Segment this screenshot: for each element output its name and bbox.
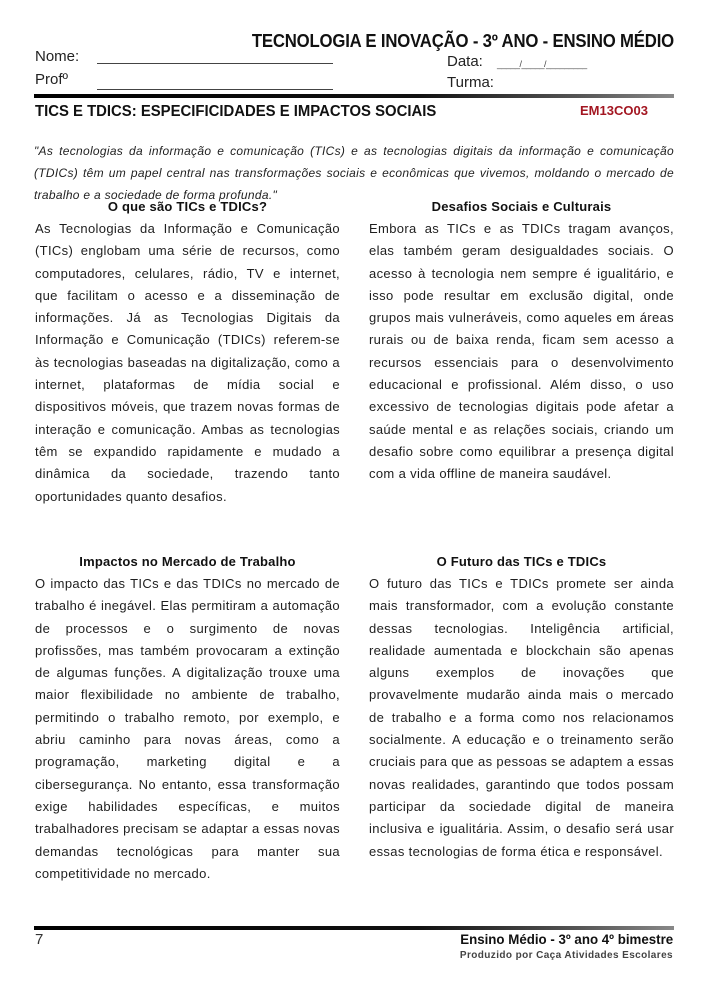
- grade-level-label: Ensino Médio - 3º ano 4º bimestre: [460, 931, 673, 947]
- name-label: Nome:: [35, 48, 80, 65]
- page-number: 7: [35, 931, 44, 948]
- section-body: O futuro das TICs e TDICs promete ser ainda mais transformador, com a evolução constante dessas tecnologias. Inteligência artificial, realidade aumentada e blockchain são apenas alguns exemplos de inovações que provavelmente mudarão ainda mais o mercado de trabalho e a forma como nos relacionamos socialmente. A educação e o treinamento serão cruciais para que as pessoas se adaptem a essas novas realidades, garantindo que todos possam participar da sociedade digital de maneira inclusiva e igualitária. Assim, o desafio será usar essas tecnologias de forma ética e responsável.: [369, 576, 674, 859]
- section-body: As Tecnologias da Informação e Comunicação (TICs) englobam uma série de recursos, como computadores, celulares, rádio, TV e internet, que facilitam o acesso e a disseminação de informações. Já as Tecnologias Digitais da Informação e Comunicação (TDICs) referem-se às tecnologias baseadas na digitalização, como a internet, plataformas de mídia social e dispositivos móveis, que trazem novas formas de interação e comunicação. Ambas as tecnologias têm se expandido rapidamente e mudado a dinâmica da sociedade, trazendo tanto oportunidades quanto desafios.: [35, 221, 340, 504]
- section-heading: O Futuro das TICs e TDICs: [436, 554, 607, 569]
- footer-divider: [34, 926, 674, 930]
- class-label: Turma:: [447, 74, 494, 91]
- date-field[interactable]: _____/_____/_________: [497, 59, 587, 69]
- section-future-of-tics: [369, 551, 674, 863]
- skill-code-badge: EM13CO03: [580, 103, 648, 118]
- section-body: Embora as TICs e as TDICs tragam avanços, elas também geram desigualdades sociais. O acesso à tecnologia nem sempre é igualitário, e isso pode resultar em exclusão digital, onde grupos mais vulneráveis, como aqueles em áreas rurais ou de baixa renda, ficam sem acesso a recursos essenciais para o desenvolvimento educacional e profissional. Além disso, o uso excessivo de tecnologias digitais pode afetar a saúde mental e as relações sociais, criando um desafio sobre como equilibrar a presença digital com a vida offline de maneira saudável.: [369, 221, 674, 482]
- teacher-label: Profº: [35, 71, 68, 88]
- intro-quote: "As tecnologias da informação e comunicação (TICs) e as tecnologias digitais da informação e comunicação (TDICs) têm um papel central nas transformações sociais e econômicas que vivemos, moldando o mercado de trabalho e a sociedade de forma profunda.": [34, 144, 674, 202]
- name-field[interactable]: [97, 63, 333, 64]
- section-job-market-impacts: [35, 551, 340, 885]
- section-heading: O que são TICs e TDICs?: [107, 199, 268, 214]
- section-what-are-tics: [35, 196, 340, 508]
- worksheet-title: TECNOLOGIA E INOVAÇÃO - 3º ANO - ENSINO MÉDIO: [251, 31, 674, 51]
- section-heading: Impactos no Mercado de Trabalho: [79, 554, 296, 569]
- teacher-field[interactable]: [97, 89, 333, 90]
- section-body: O impacto das TICs e das TDICs no mercado de trabalho é inegável. Elas permitiram a automação de processos e o surgimento de novas profissões, mas também provocaram a extinção de algumas funções. A digitalização trouxe uma maior flexibilidade no ambiente de trabalho, permitindo o trabalho remoto, por exemplo, e abriu caminho para novas áreas, como a programação, marketing digital e a cibersegurança. No entanto, essa transformação exige habilidades específicas, e muitos trabalhadores precisam se adaptar a essas novas demandas tecnológicas para manter sua competitividade no mercado.: [35, 576, 340, 881]
- section-social-cultural-challenges: [369, 196, 674, 486]
- header-divider: [34, 94, 674, 98]
- document-title: TICS E TDICS: ESPECIFICIDADES E IMPACTOS SOCIAIS: [35, 103, 437, 120]
- date-label: Data:: [447, 53, 483, 70]
- credit-text: Produzido por Caça Atividades Escolares: [459, 950, 673, 961]
- section-heading: Desafios Sociais e Culturais: [431, 199, 612, 214]
